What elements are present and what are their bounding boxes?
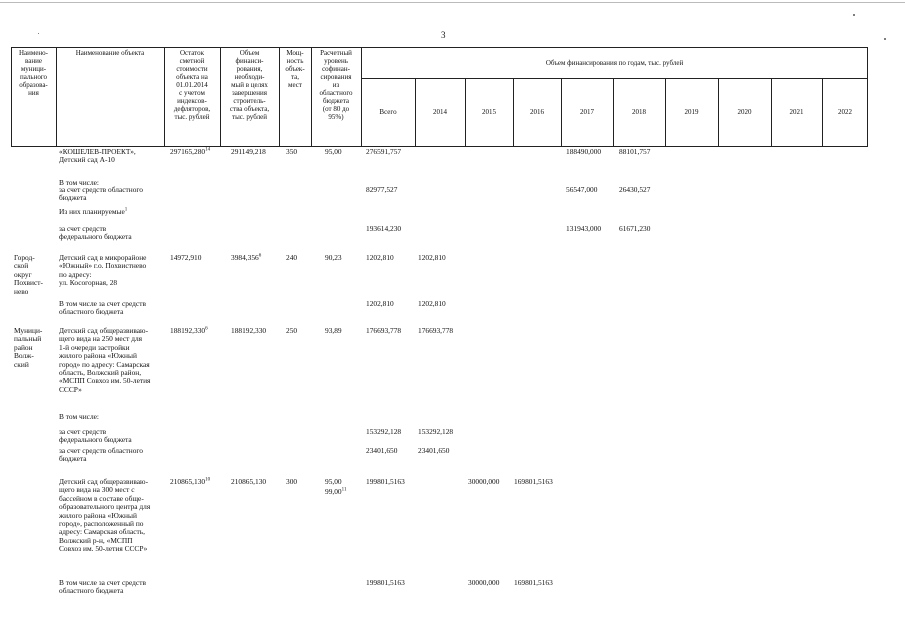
year-2018-cell (619, 225, 665, 233)
capacity-cell-text: 240 (286, 253, 298, 262)
cofinancing-level-cell-text: 90,23 (325, 253, 342, 262)
object-name-cell (59, 478, 169, 554)
header-cell-by-years: Объем финансирования по годам, тыс. рублей (545, 59, 684, 67)
year-2014-cell-text: 176693,778 (418, 326, 454, 335)
header-cell-municipality: Наимено- вание муници- пального образова- ния (18, 49, 49, 97)
capacity-cell (286, 148, 308, 156)
object-name-cell-text: В том числе: (59, 412, 99, 421)
capacity-cell (286, 478, 308, 486)
year-2016-cell-text: 169801,5163 (514, 578, 553, 587)
header-divider (279, 47, 280, 147)
total-cell-text: 1202,810 (366, 299, 394, 308)
header-cell-year: 2021 (789, 108, 804, 116)
object-name-cell (59, 148, 169, 165)
total-cell (366, 300, 416, 308)
object-name-cell-text: В том числе за счет средств областного бюджета (59, 578, 146, 596)
header-divider (56, 47, 57, 147)
object-name-cell-footnote: 1 (124, 207, 128, 213)
financing-volume-cell-text: 210865,130 (231, 477, 267, 486)
financing-volume-cell-text: 3984,356 (231, 253, 259, 262)
year-2014-cell-text: 153292,128 (418, 427, 454, 436)
object-name-cell (59, 413, 169, 421)
header-cell-year: 2015 (482, 108, 496, 116)
object-name-cell-text: Детский сад в микрорайоне «Южный» г.о. Похвистнево по адресу: ул. Косогорная, 28 (59, 253, 147, 288)
header-cell-level: Расчетный уровень софинан- сирования из областного бюджета (от 80 до 95%) (319, 49, 353, 121)
object-name-cell (59, 428, 169, 445)
remaining-cost-cell-text: 210865,130 (170, 477, 206, 486)
remaining-cost-cell-footnote: 14 (205, 147, 211, 153)
capacity-cell-text: 250 (286, 326, 298, 335)
object-name-cell-text: В том числе за счет средств областного бюджета (59, 299, 146, 317)
cofinancing-level-cell (325, 478, 359, 486)
year-2017-cell (566, 148, 612, 156)
year-2014-cell-text: 1202,810 (418, 299, 446, 308)
year-2014-cell (418, 327, 464, 335)
cofinancing-level-cell (325, 488, 359, 496)
remaining-cost-cell-text: 188192,330 (170, 326, 206, 335)
header-cell-year: 2014 (433, 108, 447, 116)
financing-volume-cell (231, 148, 279, 156)
year-2014-cell (418, 447, 464, 455)
header-cell-year: 2017 (580, 108, 594, 116)
object-name-cell (59, 208, 169, 216)
header-cell-year: Всего (379, 108, 397, 116)
municipality-cell (14, 254, 58, 296)
header-cell-year: 2016 (530, 108, 544, 116)
total-cell (366, 186, 416, 194)
financing-volume-cell (231, 254, 279, 262)
object-name-cell (59, 300, 169, 317)
total-cell (366, 225, 416, 233)
scan-top-border (0, 2, 905, 3)
year-2017-cell-text: 56547,000 (566, 185, 598, 194)
total-cell (366, 327, 416, 335)
header-cell-remaining: Остаток сметной стоимости объекта на 01.01.2014 с учетом индексов- дефляторов, тыс. рублей (173, 49, 211, 121)
total-cell-text: 199801,5163 (366, 578, 405, 587)
year-2014-cell (418, 254, 464, 262)
object-name-cell-text: «КОШЕЛЕВ-ПРОЕКТ», Детский сад А-10 (59, 147, 136, 165)
object-name-cell (59, 186, 169, 203)
remaining-cost-cell-text: 297165,280 (170, 147, 206, 156)
remaining-cost-cell (170, 478, 220, 486)
object-name-cell-text: за счет средств федерального бюджета (59, 427, 132, 445)
financing-volume-cell (231, 478, 279, 486)
header-cell-year: 2020 (737, 108, 752, 116)
cofinancing-level-cell-footnote: 11 (341, 487, 347, 493)
total-cell (366, 478, 416, 486)
object-name-cell (59, 225, 169, 242)
object-name-cell-text: Детский сад общеразвиваю- щего вида на 250 мест для 1-й очереди застройки жилого района «Южный город» по адресу: Самарская область, Волжский район, «МСПП Совхоз им. 50-летия СССР» (59, 326, 151, 394)
total-cell-text: 199801,5163 (366, 477, 405, 486)
capacity-cell-text: 300 (286, 477, 298, 486)
header-divider (311, 47, 312, 147)
capacity-cell (286, 327, 308, 335)
financing-volume-cell (231, 327, 279, 335)
scan-speck (884, 38, 886, 40)
total-cell (366, 254, 416, 262)
total-cell-text: 82977,527 (366, 185, 398, 194)
municipality-cell-text: Город- ской округ Похвист- нево (14, 253, 43, 296)
year-2018-cell (619, 148, 665, 156)
capacity-cell (286, 254, 308, 262)
header-divider (220, 47, 221, 147)
scan-speck (38, 33, 39, 34)
page-number: 3 (441, 30, 446, 40)
year-2018-cell-text: 88101,757 (619, 147, 651, 156)
total-cell (366, 148, 416, 156)
remaining-cost-cell-footnote: 6 (205, 326, 208, 332)
year-2014-cell-text: 1202,810 (418, 253, 446, 262)
cofinancing-level-cell (325, 254, 359, 262)
remaining-cost-cell-footnote: 10 (205, 477, 211, 483)
year-2017-cell (566, 186, 612, 194)
year-2018-cell (619, 186, 665, 194)
municipality-cell (14, 327, 58, 369)
remaining-cost-cell-text: 14972,910 (170, 253, 202, 262)
year-2018-cell-text: 61671,230 (619, 224, 651, 233)
remaining-cost-cell (170, 148, 220, 156)
year-2015-cell (468, 579, 514, 587)
year-2014-cell (418, 428, 464, 436)
year-2017-cell (566, 225, 612, 233)
object-name-cell-text: за счет средств областного бюджета (59, 446, 143, 464)
year-2015-cell-text: 30000,000 (468, 477, 500, 486)
year-2016-cell-text: 169801,5163 (514, 477, 553, 486)
year-2015-cell (468, 478, 514, 486)
year-2018-cell-text: 26430,527 (619, 185, 651, 194)
header-divider (164, 47, 165, 147)
header-cell-volume: Объем финанси- рования, необходи- мый в целях завершения строитель- ства объекта, тыс. рублей (229, 49, 270, 121)
year-2016-cell (514, 478, 560, 486)
object-name-cell-text: за счет средств областного бюджета (59, 185, 143, 203)
year-2016-cell (514, 579, 560, 587)
municipality-cell-text: Муници- пальный район Волж- ский (14, 326, 43, 369)
header-cell-year: 2018 (632, 108, 646, 116)
cofinancing-level-cell-text: 95,00 (325, 147, 342, 156)
total-cell-text: 193614,230 (366, 224, 402, 233)
cofinancing-level-cell (325, 327, 359, 335)
total-cell (366, 579, 416, 587)
total-cell (366, 447, 416, 455)
total-cell-text: 276591,757 (366, 147, 402, 156)
object-name-cell (59, 579, 169, 596)
cofinancing-level-cell-text: 95,00 (325, 477, 342, 486)
header-cell-year: 2019 (684, 108, 699, 116)
total-cell (366, 428, 416, 436)
object-name-cell-text: Детский сад общеразвиваю- щего вида на 300 мест с бассейном в составе обще- образовательного центра для жилого района «Южный город», расположенный по адресу: Самарская область, Волжский р-н, «МСПП Совхоз им. 50-летия СССР» (59, 477, 151, 554)
remaining-cost-cell (170, 327, 220, 335)
total-cell-text: 1202,810 (366, 253, 394, 262)
object-name-cell (59, 254, 169, 288)
year-2017-cell-text: 131943,000 (566, 224, 602, 233)
remaining-cost-cell (170, 254, 220, 262)
cofinancing-level-cell-text: 93,89 (325, 326, 342, 335)
total-cell-text: 153292,128 (366, 427, 402, 436)
year-2014-cell-text: 23401,650 (418, 446, 450, 455)
object-name-cell-text: В том числе: (59, 178, 99, 187)
cofinancing-level-cell (325, 148, 359, 156)
object-name-cell-text: за счет средств федерального бюджета (59, 224, 132, 242)
year-2017-cell-text: 188490,000 (566, 147, 602, 156)
year-2015-cell-text: 30000,000 (468, 578, 500, 587)
financing-volume-cell-text: 291149,218 (231, 147, 266, 156)
capacity-cell-text: 350 (286, 147, 298, 156)
header-divider (361, 78, 868, 79)
financing-volume-cell-text: 188192,330 (231, 326, 267, 335)
total-cell-text: 23401,650 (366, 446, 398, 455)
object-name-cell (59, 447, 169, 464)
object-name-cell-text: Из них планируемые (59, 207, 125, 216)
header-cell-capacity: Мощ- ность объек- та, мест (285, 49, 305, 89)
cofinancing-level-cell-text: 99,00 (325, 487, 342, 496)
header-cell-year: 2022 (838, 108, 852, 116)
total-cell-text: 176693,778 (366, 326, 402, 335)
header-cell-object: Наименование объекта (75, 49, 145, 57)
year-2014-cell (418, 300, 464, 308)
financing-volume-cell-footnote: 6 (258, 253, 262, 259)
object-name-cell (59, 327, 169, 394)
scan-speck (853, 14, 855, 16)
